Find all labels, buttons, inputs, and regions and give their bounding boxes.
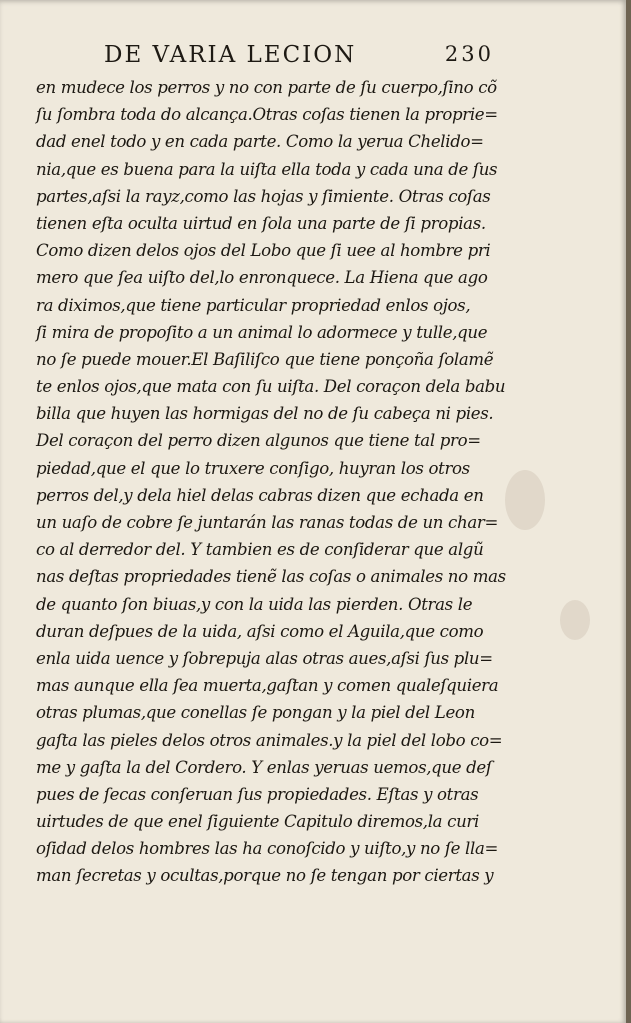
text-line: Como dizen delos ojos del Lobo que ſi uee al hombre pri bbox=[36, 241, 491, 261]
page-edge bbox=[626, 0, 631, 1023]
paper-stain bbox=[560, 600, 590, 640]
text-line: partes,aſsi la rayz,como las hojas y ſimiente. Otras coſas bbox=[36, 186, 491, 206]
text-line: Del coraçon del perro dizen algunos que tiene tal pro= bbox=[36, 431, 481, 451]
text-line: co al derredor del. Y tambien es de conſiderar que algũ bbox=[36, 540, 484, 560]
text-line: un uaſo de cobre ſe juntarán las ranas todas de un char= bbox=[36, 513, 499, 532]
page-number: 230 bbox=[444, 42, 494, 66]
text-line: en mudece los perros y no con parte de ſu cuerpo,ſino cõ bbox=[36, 78, 497, 97]
text-line: enla uida uence y ſobrepuja alas otras aues,aſsi ſus plu= bbox=[36, 648, 493, 668]
text-line: piedad,que el que lo truxere conſigo, huyran los otros bbox=[36, 458, 470, 478]
text-line: pues de ſecas conſeruan ſus propiedades. Eſtas y otras bbox=[36, 784, 479, 804]
text-line: nas deſtas propriedades tienẽ las coſas o animales no mas bbox=[36, 567, 506, 587]
text-line: gaſta las pieles delos otros animales.y la piel del lobo co= bbox=[36, 730, 503, 750]
page-header bbox=[104, 40, 494, 70]
text-line: nia,que es buena para la uiſta ella toda y cada una de ſus bbox=[36, 159, 498, 179]
body-text bbox=[36, 74, 506, 890]
text-line: ſi mira de propoſito a un animal lo adormece y tulle,que bbox=[36, 322, 488, 342]
text-line: no ſe puede mouer.El Baſiliſco que tiene ponçoña ſolamẽ bbox=[36, 349, 494, 369]
text-line: duran deſpues de la uida, aſsi como el Aguila,que como bbox=[36, 621, 484, 641]
text-line: man ſecretas y ocultas,porque no ſe tengan por ciertas y bbox=[36, 866, 494, 886]
text-line: ſu ſombra toda do alcança.Otras coſas tienen la proprie= bbox=[36, 105, 498, 125]
text-line: dad enel todo y en cada parte. Como la yerua Chelido= bbox=[36, 132, 484, 152]
text-line: perros del,y dela hiel delas cabras dizen que echada en bbox=[36, 485, 484, 505]
paper-stain bbox=[505, 470, 545, 530]
text-line: te enlos ojos,que mata con ſu uiſta. Del coraçon dela babu bbox=[36, 377, 506, 397]
text-line: de quanto ſon biuas,y con la uida las pierden. Otras le bbox=[36, 594, 473, 614]
text-line: billa que huyen las hormigas del no de ſu cabeça ni pies. bbox=[36, 404, 494, 424]
running-title: DE VARIA LECION bbox=[104, 42, 357, 68]
text-line: uirtudes de que enel ſiguiente Capitulo diremos,la curi bbox=[36, 812, 479, 832]
text-line: otras plumas,que conellas ſe pongan y la piel del Leon bbox=[36, 703, 475, 723]
text-line: tienen eſta oculta uirtud en ſola una parte de ſi propias. bbox=[36, 213, 486, 233]
text-line: me y gaſta la del Cordero. Y enlas yeruas uemos,que deſ bbox=[36, 757, 492, 777]
text-line: mero que ſea uiſto del,lo enronquece. La Hiena que ago bbox=[36, 268, 488, 288]
text-line: ra diximos,que tiene particular propriedad enlos ojos, bbox=[36, 295, 471, 315]
text-line: mas aunque ella ſea muerta,gaſtan y comen qualeſquiera bbox=[36, 676, 499, 696]
text-line: oſidad delos hombres las ha conoſcido y uiſto,y no ſe lla= bbox=[36, 839, 499, 859]
